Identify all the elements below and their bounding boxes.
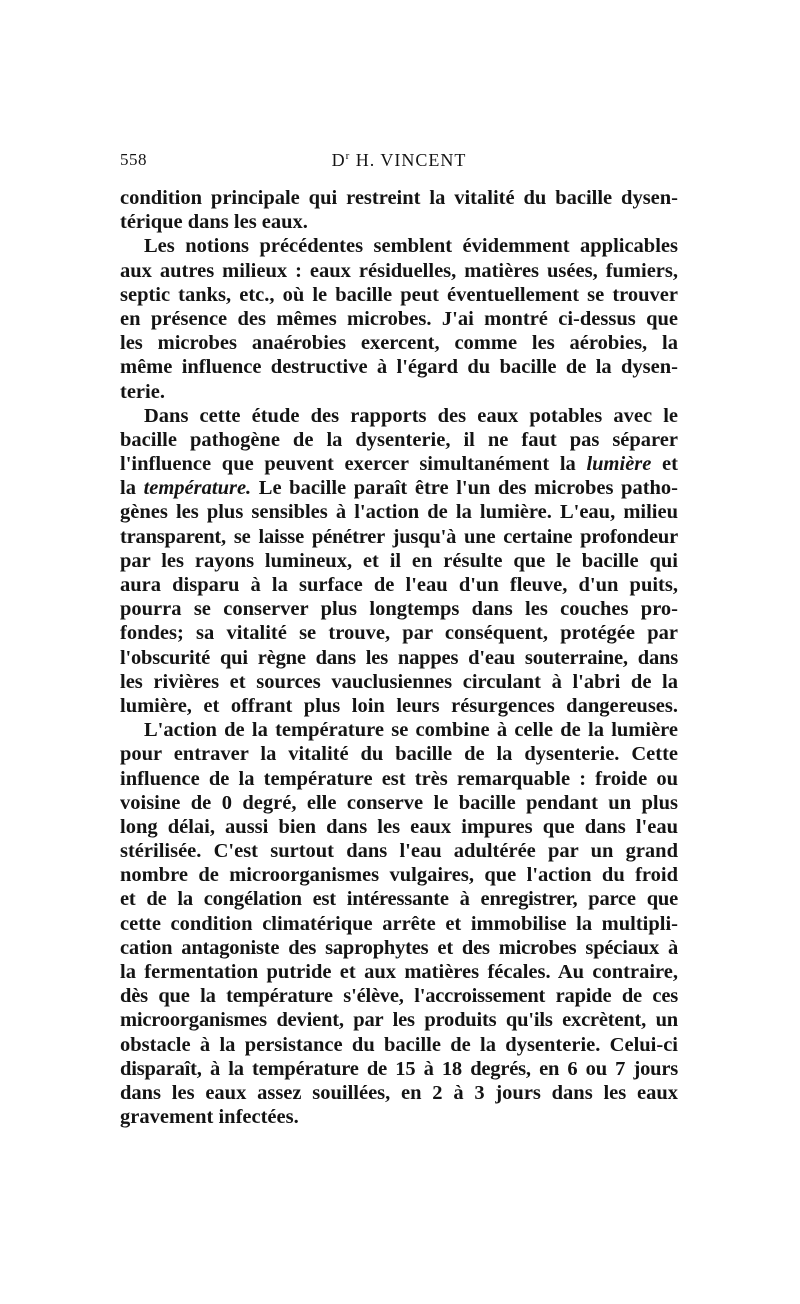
text-line: par les rayons lumineux, et il en résulte que le bacille qui — [120, 549, 678, 572]
text-line: nombre de microorganismes vulgaires, que l'action du froid — [120, 864, 678, 887]
text-line: les microbes anaérobies exercent, comme les aérobies, la — [120, 332, 678, 355]
text-line: en présence des mêmes microbes. J'ai montré ci-dessus que — [120, 307, 678, 330]
author-prefix: D — [331, 150, 346, 170]
author-name: H. VINCENT — [350, 150, 467, 170]
text-line: long délai, aussi bien dans les eaux impures que dans l'eau — [120, 815, 678, 838]
text-line — [120, 452, 678, 476]
text-line: les rivières et sources vauclusiennes circulant à l'abri de la — [120, 670, 678, 693]
text-line: Les notions précédentes semblent évidemment applicables — [144, 235, 678, 258]
text-line: lumière, et offrant plus loin leurs résurgences dangereuses. — [120, 694, 678, 717]
text-line: condition principale qui restreint la vitalité du bacille dysen- — [120, 187, 678, 209]
italic-word: température. — [143, 477, 252, 500]
text-line: obstacle à la persistance du bacille de la dysenterie. Celui-ci — [120, 1033, 678, 1056]
text-line: la fermentation putride et aux matières fécales. Au contraire, — [120, 961, 678, 983]
text-line — [120, 476, 678, 500]
text-run: Le bacille paraît être l'un des microbes patho- — [251, 477, 678, 500]
text-run: l'influence que peuvent exercer simultanément la — [120, 453, 587, 476]
text-line: dans les eaux assez souillées, en 2 à 3 jours dans les eaux — [120, 1081, 678, 1104]
text-line: disparaît, à la température de 15 à 18 degrés, en 6 ou 7 jours — [120, 1057, 678, 1080]
text-line: septic tanks, etc., où le bacille peut éventuellement se trouver — [120, 283, 678, 306]
text-line: voisine de 0 degré, elle conserve le bacille pendant un plus — [120, 791, 678, 814]
text-line: térique dans les eaux. — [120, 211, 308, 234]
text-line: bacille pathogène de la dysenterie, il ne faut pas séparer — [120, 428, 678, 451]
text-run: et — [651, 453, 678, 476]
italic-word: lumière — [586, 453, 652, 476]
text-line: transparent, se laisse pénétrer jusqu'à une certaine profondeur — [120, 525, 678, 548]
text-line: stérilisée. C'est surtout dans l'eau adultérée par un grand — [120, 840, 678, 863]
text-line: influence de la température est très remarquable : froide ou — [120, 767, 678, 790]
text-line: et de la congélation est intéressante à enregistrer, parce que — [120, 888, 678, 911]
text-line: aux autres milieux : eaux résiduelles, matières usées, fumiers, — [120, 259, 678, 282]
running-head — [120, 150, 678, 174]
page-number: 558 — [120, 150, 147, 169]
text-line: gravement infectées. — [120, 1106, 299, 1129]
text-line: Dans cette étude des rapports des eaux potables avec le — [144, 404, 678, 427]
text-line: fondes; sa vitalité se trouve, par conséquent, protégée par — [120, 622, 678, 645]
text-line: gènes les plus sensibles à l'action de la lumière. L'eau, milieu — [120, 501, 678, 524]
text-run: la — [120, 477, 144, 500]
author-prefix-superscript: r — [345, 150, 351, 162]
text-line: cation antagoniste des saprophytes et des microbes spéciaux à — [120, 936, 678, 959]
text-line: aura disparu à la surface de l'eau d'un fleuve, d'un puits, — [120, 574, 678, 596]
text-line: l'obscurité qui règne dans les nappes d'eau souterraine, dans — [120, 646, 678, 669]
body-text — [120, 186, 678, 1129]
text-line: même influence destructive à l'égard du bacille de la dysen- — [120, 356, 678, 379]
text-line: pourra se conserver plus longtemps dans les couches pro- — [120, 598, 678, 621]
text-line: dès que la température s'élève, l'accroissement rapide de ces — [120, 985, 678, 1008]
text-line: cette condition climatérique arrête et immobilise la multipli- — [120, 912, 678, 935]
text-line: pour entraver la vitalité du bacille de la dysenterie. Cette — [120, 743, 678, 766]
text-line: microorganismes devient, par les produits qu'ils excrètent, un — [120, 1009, 678, 1032]
text-line: terie. — [120, 380, 165, 403]
running-title — [120, 150, 678, 171]
text-line: L'action de la température se combine à celle de la lumière — [144, 719, 678, 742]
